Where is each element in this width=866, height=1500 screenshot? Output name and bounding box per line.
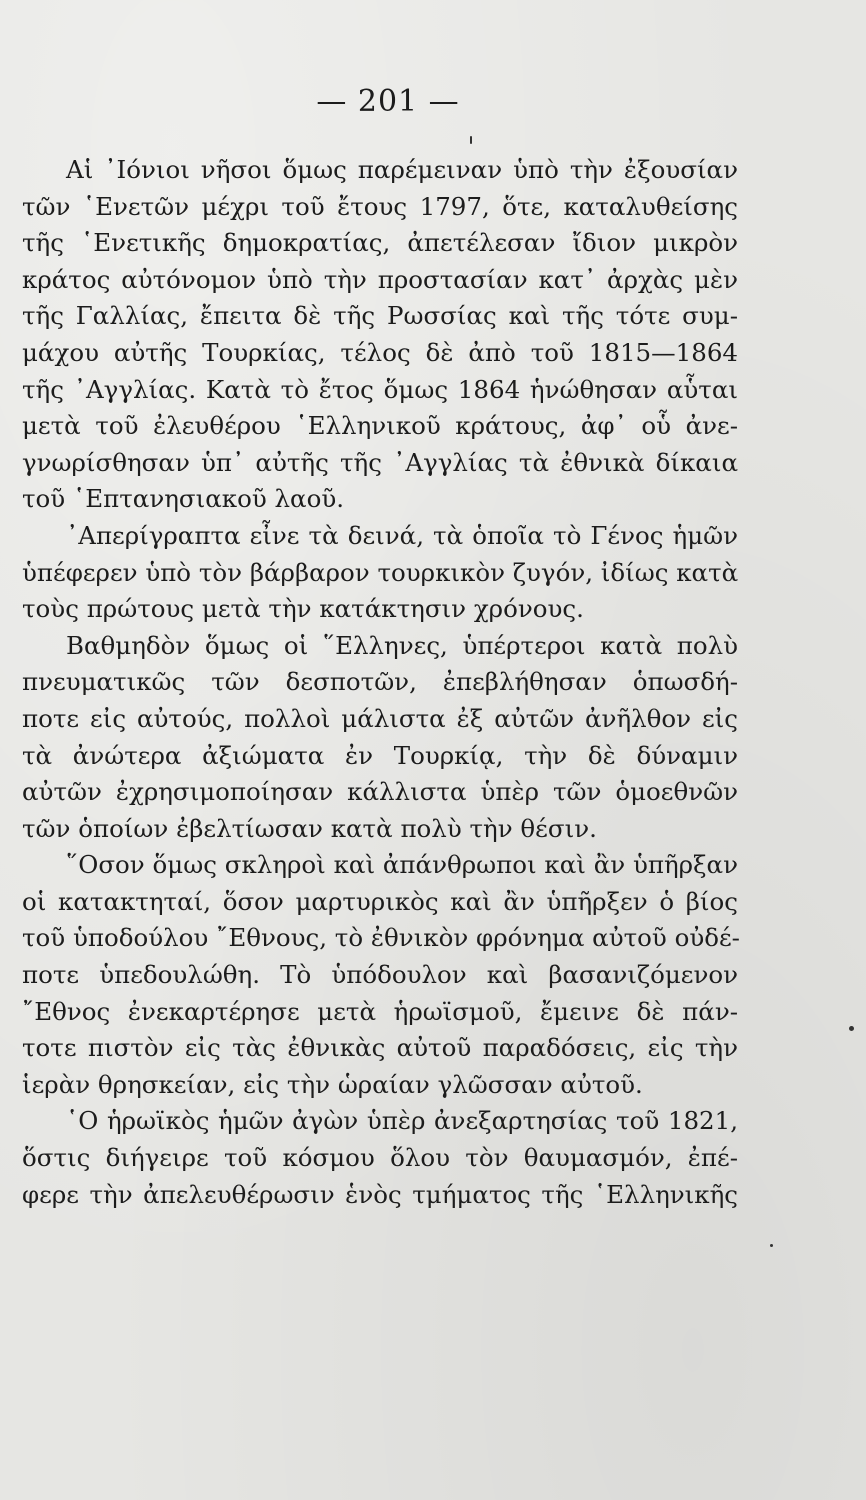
ink-speck xyxy=(770,1244,773,1247)
paragraph-turkish-yoke xyxy=(22,518,738,628)
text-line: τοτε πιστὸν εἰς τὰς ἐθνικὰς αὐτοῦ παραδόσεις, εἰς τὴν xyxy=(22,1033,738,1063)
text-line: γνωρίσθησαν ὑπ᾿ αὐτῆς τῆς ᾿Αγγλίας τὰ ἐθνικὰ δίκαια xyxy=(22,447,738,477)
text-line: τοῦ ὑποδούλου ῎Εθνους, τὸ ἐθνικὸν φρόνημα αὐτοῦ οὐδέ- xyxy=(22,923,740,953)
ink-speck xyxy=(849,1026,854,1031)
text-line: οἱ κατακτηταί, ὅσον μαρτυρικὸς καὶ ἂν ὑπῆρξεν ὁ βίος xyxy=(22,886,738,916)
text-line: τῆς ᾿Αγγλίας. Κατὰ τὸ ἔτος ὅμως 1864 ἡνώθησαν αὗται xyxy=(22,374,738,404)
text-line: φερε τὴν ἀπελευθέρωσιν ἑνὸς τμήματος τῆς ῾Ελληνικῆς xyxy=(22,1179,738,1209)
paragraph-national-spirit xyxy=(22,847,738,1103)
text-line: ὑπέφερεν ὑπὸ τὸν βάρβαρον τουρκικὸν ζυγόν, ἰδίως κατὰ xyxy=(22,557,739,587)
text-line: τῆς ῾Ενετικῆς δημοκρατίας, ἀπετέλεσαν ἴδιον μικρὸν xyxy=(22,228,738,258)
paragraph-struggle-1821 xyxy=(22,1103,738,1213)
text-line: μάχου αὐτῆς Τουρκίας, τέλος δὲ ἀπὸ τοῦ 1815—1864 xyxy=(22,337,738,367)
text-line: αὐτῶν ἐχρησιμοποίησαν κάλλιστα ὑπὲρ τῶν ὁμοεθνῶν xyxy=(22,777,738,807)
text-line: ποτε εἰς αὐτούς, πολλοὶ μάλιστα ἐξ αὐτῶν ἀνῆλθον εἰς xyxy=(22,703,738,733)
text-line: ἱερὰν θρησκείαν, εἰς τὴν ὡραίαν γλῶσσαν αὐτοῦ. xyxy=(22,1069,643,1099)
text-line: ᾿Απερίγραπτα εἶνε τὰ δεινά, τὰ ὁποῖα τὸ Γένος ἡμῶν xyxy=(66,520,738,550)
text-line: Βαθμηδὸν ὅμως οἱ ῞Ελληνες, ὑπέρτεροι κατὰ πολὺ xyxy=(66,630,738,660)
text-line: τοῦ ῾Επτανησιακοῦ λαοῦ. xyxy=(22,484,345,514)
text-line: τῶν ῾Ενετῶν μέχρι τοῦ ἔτους 1797, ὅτε, καταλυθείσης xyxy=(22,191,738,221)
text-line: Αἱ ᾿Ιόνιοι νῆσοι ὅμως παρέμειναν ὑπὸ τὴν ἐξουσίαν xyxy=(66,155,738,184)
page-number: — 201 — xyxy=(316,84,460,119)
text-line: ποτε ὑπεδουλώθη. Τὸ ὑπόδουλον καὶ βασανιζόμενον xyxy=(22,960,738,990)
text-line: μετὰ τοῦ ἐλευθέρου ῾Ελληνικοῦ κράτους, ἀφ᾿ οὗ ἀνε- xyxy=(22,411,738,441)
text-line: τὰ ἀνώτερα ἀξιώματα ἐν Τουρκίᾳ, τὴν δὲ δύναμιν xyxy=(22,740,738,770)
text-line: ῾Ο ἡρωϊκὸς ἡμῶν ἀγὼν ὑπὲρ ἀνεξαρτησίας τοῦ 1821, xyxy=(66,1106,738,1136)
text-line: τῆς Γαλλίας, ἔπειτα δὲ τῆς Ρωσσίας καὶ τῆς τότε συμ- xyxy=(22,301,738,331)
text-line: ὅστις διήγειρε τοῦ κόσμου ὅλου τὸν θαυμασμόν, ἐπέ- xyxy=(22,1143,738,1173)
paragraph-ionian-islands xyxy=(22,152,738,518)
text-line: τῶν ὁποίων ἐβελτίωσαν κατὰ πολὺ τὴν θέσιν. xyxy=(22,813,597,843)
ink-speck xyxy=(470,136,472,144)
text-line: ῞Οσον ὅμως σκληροὶ καὶ ἀπάνθρωποι καὶ ἂν ὑπῆρξαν xyxy=(66,850,738,880)
body-text xyxy=(22,152,738,1213)
paragraph-gradual-rise xyxy=(22,628,738,848)
text-line: τοὺς πρώτους μετὰ τὴν κατάκτησιν χρόνους. xyxy=(22,594,584,624)
text-line: ῎Εθνος ἐνεκαρτέρησε μετὰ ἡρωϊσμοῦ, ἔμεινε δὲ πάν- xyxy=(22,996,738,1026)
text-line: κράτος αὐτόνομον ὑπὸ τὴν προστασίαν κατ᾿ ἀρχὰς μὲν xyxy=(22,264,738,294)
text-line: πνευματικῶς τῶν δεσποτῶν, ἐπεβλήθησαν ὁπωσδή- xyxy=(22,667,738,697)
